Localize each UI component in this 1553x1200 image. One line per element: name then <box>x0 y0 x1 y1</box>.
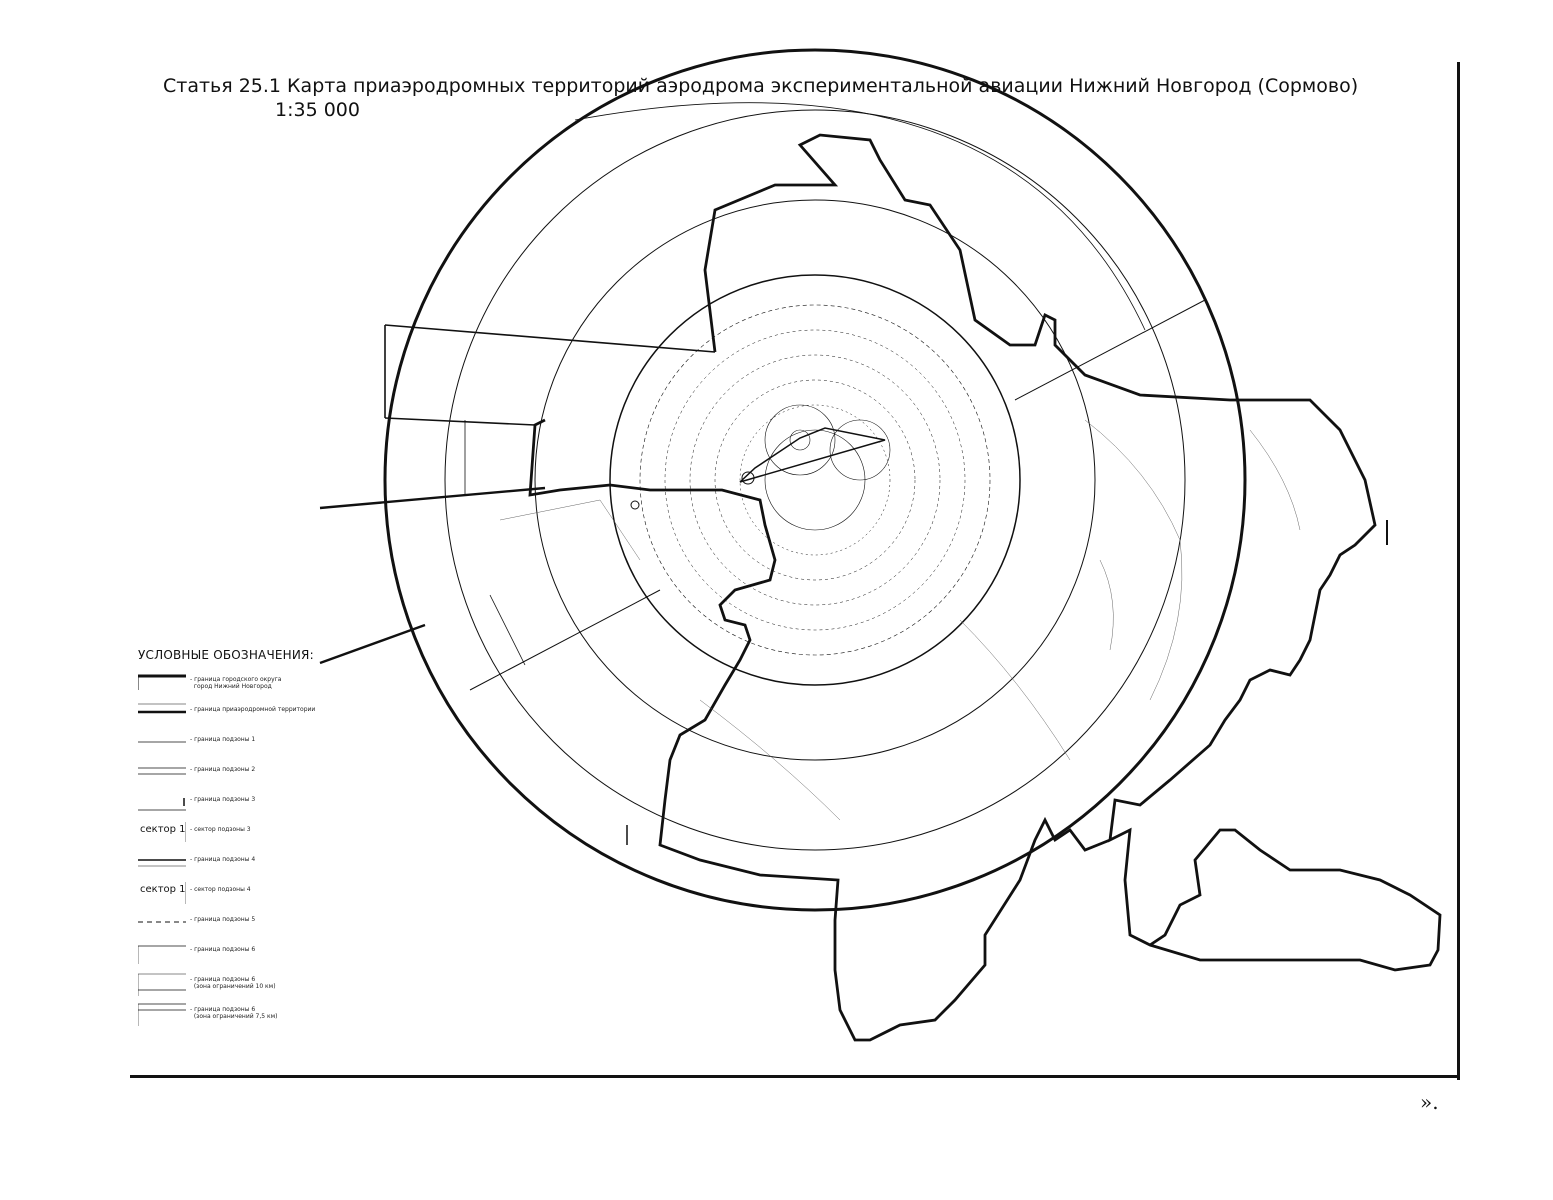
subzone-5-symbol <box>138 912 186 936</box>
legend-label: - сектор подзоны 4 <box>190 886 251 893</box>
zone-circle-4 <box>610 275 1020 685</box>
outer-arc-2 <box>575 103 1145 330</box>
legend-item <box>138 762 458 792</box>
legend-item <box>138 822 458 852</box>
legend-label: - граница приаэродромной территории <box>190 706 316 713</box>
inner-ring <box>665 330 965 630</box>
inner-ring <box>765 430 865 530</box>
legend <box>138 648 458 1032</box>
legend-label: - граница городского округа город Нижний Новгород <box>190 676 282 690</box>
legend-label: - граница подзоны 5 <box>190 916 256 923</box>
sector-3-symbol <box>138 822 186 846</box>
zone-circle-3 <box>535 200 1095 760</box>
legend-item <box>138 942 458 972</box>
legend-item <box>138 972 458 1002</box>
subzone-6-7km-symbol <box>138 1002 186 1026</box>
runway-circle <box>830 420 890 480</box>
sector-line-north <box>385 325 715 352</box>
end-quote-mark: ». <box>1420 1090 1439 1114</box>
aerodrome-boundary-symbol <box>138 702 186 726</box>
city-boundary-symbol <box>138 672 186 696</box>
zone-circle-2 <box>445 110 1185 850</box>
legend-item <box>138 1002 458 1032</box>
sector-4-symbol <box>138 882 186 906</box>
legend-item <box>138 852 458 882</box>
legend-heading: УСЛОВНЫЕ ОБОЗНАЧЕНИЯ: <box>138 648 314 662</box>
subzone-1-symbol <box>138 732 186 756</box>
legend-label: - граница подзоны 6 <box>190 946 256 953</box>
sector-line-west <box>385 418 535 425</box>
sector-4-text: сектор 1 <box>140 884 186 895</box>
legend-label: - граница подзоны 2 <box>190 766 256 773</box>
subzone-3-symbol <box>138 792 186 816</box>
legend-item <box>138 912 458 942</box>
map-title: Статья 25.1 Карта приаэродромных территорий аэродрома экспериментальной авиации Нижний Новгород (Сормово) <box>163 75 1359 97</box>
legend-item <box>138 792 458 822</box>
legend-label: - граница подзоны 6 (зона ограничений 7,5 км) <box>190 1006 278 1020</box>
subzone-6-symbol <box>138 942 186 966</box>
runway-polygon <box>740 428 885 482</box>
legend-label: - граница подзоны 1 <box>190 736 256 743</box>
subzone-4-symbol <box>138 852 186 876</box>
map-scale: 1:35 000 <box>275 99 360 121</box>
legend-label: - граница подзоны 4 <box>190 856 256 863</box>
inner-ring <box>640 305 990 655</box>
inner-ring <box>740 405 890 555</box>
outer-zone-circle <box>385 50 1245 910</box>
point-marker <box>631 501 639 509</box>
sector-3-text: сектор 1 <box>140 824 186 835</box>
legend-label: - граница подзоны 3 <box>190 796 256 803</box>
legend-item <box>138 882 458 912</box>
subzone-2-symbol <box>138 762 186 786</box>
legend-item <box>138 702 458 732</box>
city-boundary <box>530 135 1440 1040</box>
subzone-6-10km-symbol <box>138 972 186 996</box>
inner-ring <box>690 355 940 605</box>
leader-line <box>320 488 545 508</box>
legend-label: - граница подзоны 6 (зона ограничений 10 км) <box>190 976 276 990</box>
sector-edge <box>490 595 525 665</box>
runway-circle <box>790 430 810 450</box>
legend-item <box>138 732 458 762</box>
terrain-lines <box>500 420 1300 820</box>
legend-item <box>138 672 458 702</box>
legend-label: - сектор подзоны 3 <box>190 826 251 833</box>
